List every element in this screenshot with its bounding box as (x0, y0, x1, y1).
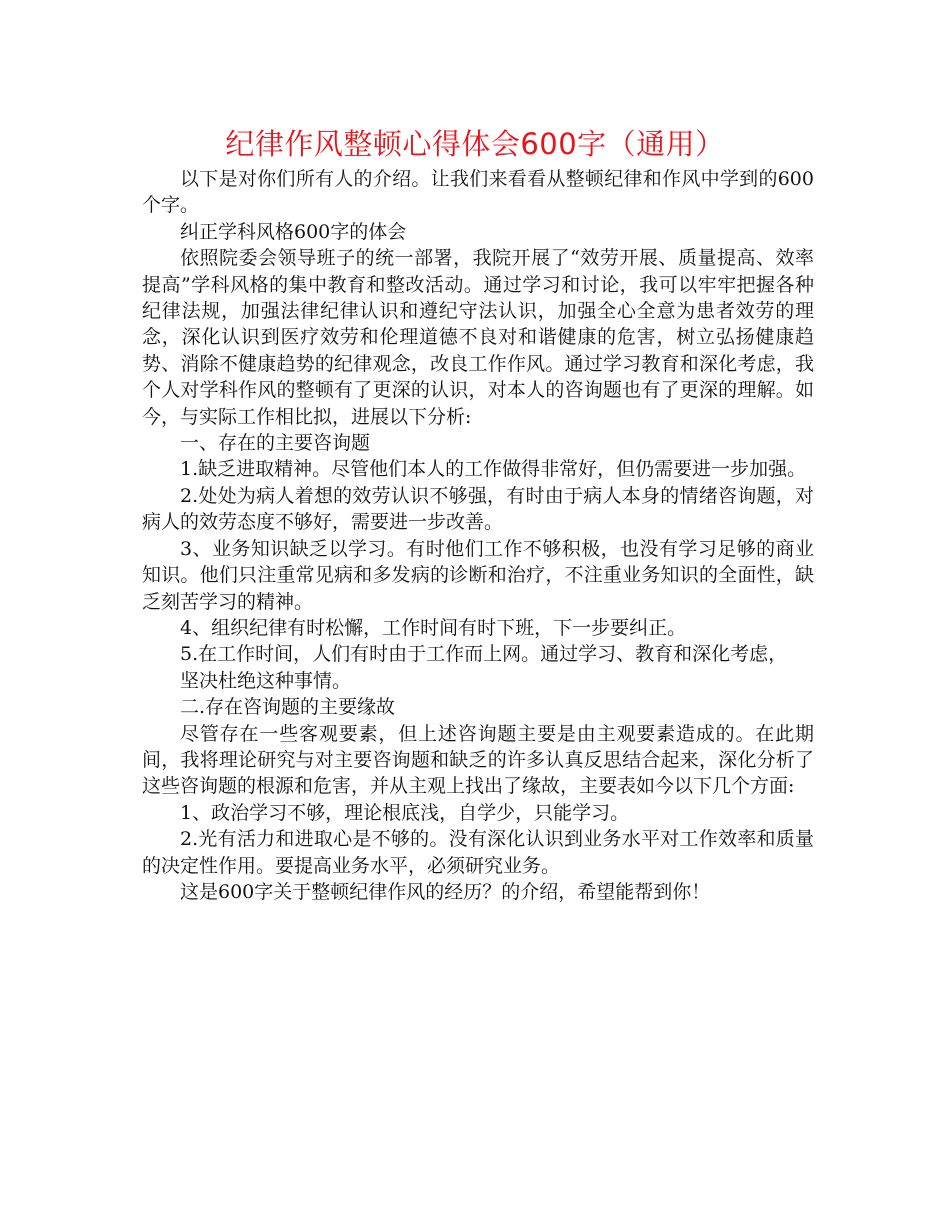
cause-item-1: 1、政治学习不够，理论根底浅，自学少，只能学习。 (180, 801, 630, 824)
problem-item-3: 3、业务知识缺乏以学习。有时他们工作不够积极，也没有学习足够的商业知识。他们只注重常见病和多发病的诊断和治疗，不注重业务知识的全面性，缺乏刻苦学习的精神。 (142, 537, 814, 613)
problem-item-4: 4、组织纪律有时松懈，工作时间有时下班，下一步要纠正。 (180, 616, 687, 639)
paragraph-intro: 以下是对你们所有人的介绍。让我们来看看从整顿纪律和作风中学到的600个字。 (142, 168, 814, 217)
paragraph-causes-analysis: 尽管存在一些客观要素，但上述咨询题主要是由主观要素造成的。在此期间，我将理论研究与对主要咨询题和缺乏的许多认真反思结合起来，深化分析了这些咨询题的根源和危害，并从主观上找出了缘故，主要表如今以下几个方面: (142, 722, 814, 798)
paragraph-deployment: 依照院委会领导班子的统一部署，我院开展了“效劳开展、质量提高、效率提高”学科风格的集中教育和整改活动。通过学习和讨论，我可以牢牢把握各种纪律法规，加强法律纪律认识和遵纪守法认识，加强全心全意为患者效劳的理念，深化认识到医疗效劳和伦理道德不良对和谐健康的危害，树立弘扬健康趋势、消除不健康趋势的纪律观念，改良工作作风。通过学习教育和深化考虑，我个人对学科作风的整顿有了更深的认识，对本人的咨询题也有了更深的理解。如今，与实际工作相比拟，进展以下分析: (142, 247, 814, 428)
problem-item-2: 2.处处为病人着想的效劳认识不够强，有时由于病人本身的情绪咨询题，对病人的效劳态度不够好，需要进一步改善。 (142, 484, 814, 534)
problem-item-5-continued: 坚决杜绝这种事情。 (180, 669, 352, 692)
section-heading-main-problems: 一、存在的主要咨询题 (180, 432, 371, 455)
document-body (142, 166, 814, 905)
problem-item-5: 5.在工作时间，人们有时由于工作而上网。通过学习、教育和深化考虑， (180, 643, 788, 666)
cause-item-2: 2.光有活力和进取心是不够的。没有深化认识到业务水平对工作效率和质量的决定性作用。要提高业务水平，必须研究业务。 (142, 828, 814, 877)
paragraph-subtitle: 纠正学科风格600字的体会 (180, 220, 407, 243)
problem-item-1: 1.缺乏进取精神。尽管他们本人的工作做得非常好，但仍需要进一步加强。 (180, 458, 807, 481)
paragraph-closing: 这是600字关于整顿纪律作风的经历？的介绍，希望能帮到你！ (180, 880, 711, 903)
document-title: 纪律作风整顿心得体会600字（通用） (225, 127, 725, 161)
section-heading-main-causes: 二.存在咨询题的主要缘故 (180, 696, 396, 719)
